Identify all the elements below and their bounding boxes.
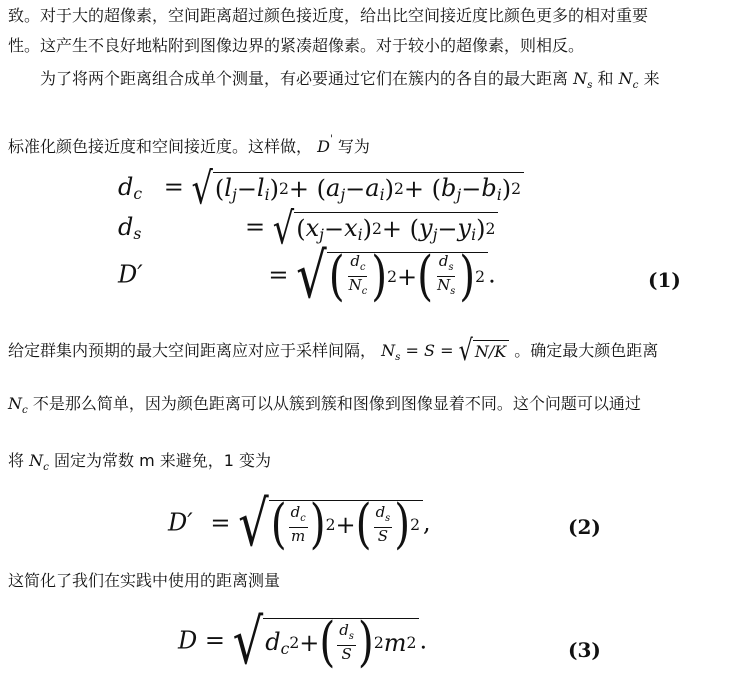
equation-number: (3) — [568, 638, 601, 662]
equation-number: (2) — [568, 515, 601, 539]
paragraph-line: 给定群集内预期的最大空间距离应对应于采样间隔， $N_s = S$ = √ N/K 。确定最大颜色距离 — [8, 333, 659, 368]
equation-dc: $d_c$ = √ ( $l_j$ − $l_i$ ) 2 + ( $a_j$ − $a_i$ ) 2 + ( $b_j$ − $b_i$ ) 2 — [118, 172, 524, 206]
paragraph-line: 将 $N_c$ 固定为常数 m 来避免，1 变为 — [8, 451, 272, 473]
equation-number: (1) — [648, 268, 681, 292]
equation-d: D = √ $d_c$ 2 + ( $\frac{d_s}{S}$ ) 2 m 2 . — [178, 605, 428, 678]
equation-ds: $d_s$ = √ ( $x_j$ − $x_i$ ) 2 + ( $y_j$ − $y_i$ ) 2 — [118, 212, 498, 246]
equation-d-prime-m: D′ = √ ( $\frac{d_c}{m}$ ) 2 + ( $\frac{d_s}{S}$ ) 2 , — [168, 487, 431, 561]
sampling-formula: $N_s = S$ = √ N/K — [381, 341, 509, 360]
d-prime-symbol: D' — [317, 133, 333, 156]
paragraph-line: 致。对于大的超像素，空间距离超过颜色接近度，给出比空间接近度比颜色更多的相对重要 — [8, 6, 649, 25]
equation-d-prime: D′ = √ ( $\frac{d_c}{N_c}$ ) 2 + ( $\frac{d_s}{N_s}$ ) 2 . — [118, 239, 496, 313]
paragraph-line: $N_c$ 不是那么简单，因为颜色距离可以从簇到簇和图像到图像显着不同。这个问题可以通过 — [8, 394, 641, 416]
ns-symbol: $N_s$ — [573, 69, 593, 91]
paragraph-line: 标准化颜色接近度和空间接近度。这样做， D' 写为 — [8, 133, 370, 156]
paragraph-line: 为了将两个距离组合成单个测量，有必要通过它们在簇内的各自的最大距离 $N_s$ 和 $N_c$ 来 — [40, 69, 660, 91]
nc-symbol: $N_c$ — [618, 69, 639, 91]
paragraph-line: 这简化了我们在实践中使用的距离测量 — [8, 571, 281, 590]
paragraph-line: 性。这产生不良好地粘附到图像边界的紧凑超像素。对于较小的超像素，则相反。 — [8, 36, 585, 55]
